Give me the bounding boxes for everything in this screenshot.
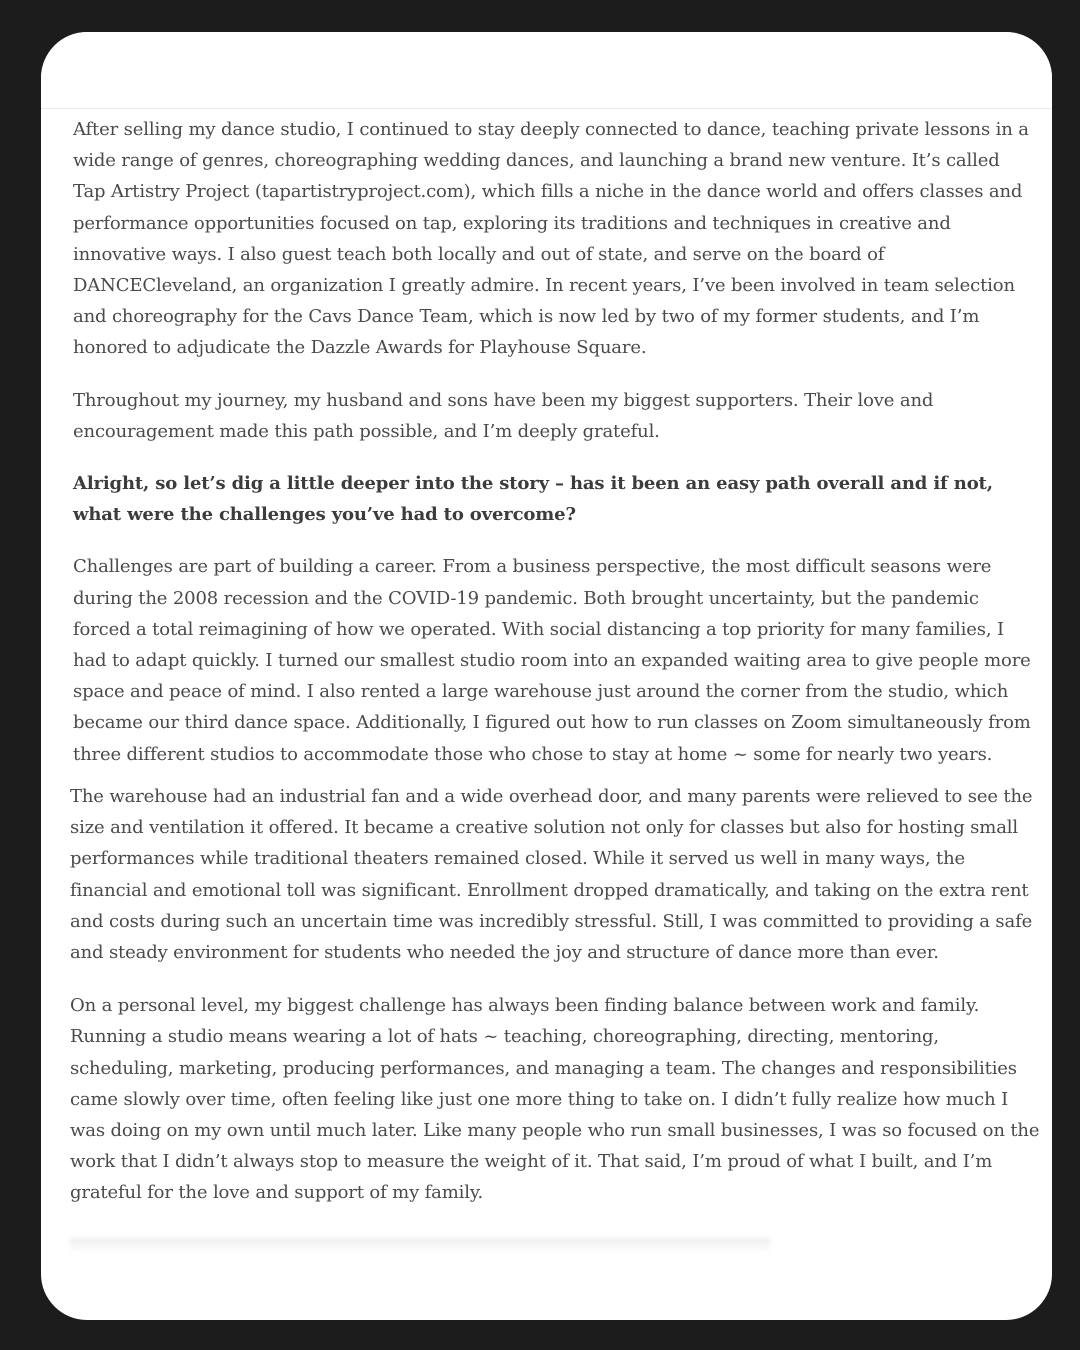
faded-next-line — [70, 1238, 770, 1252]
article-card — [41, 32, 1052, 1320]
paragraph-tap-artistry: After selling my dance studio, I continued to stay deeply connected to dance, teaching private lessons in a wide range of genres, choreographing wedding dances, and launching a brand new venture. It’s called Tap Artistry Project (tapartistryproject.com), which fills a niche in the dance world and offers classes and performance opportunities focused on tap, exploring its traditions and techniques in creative and innovative ways. I also guest teach both locally and out of state, and serve on the board of DANCECleveland, an organization I greatly admire. In recent years, I’ve been involved in team selection and choreography for the Cavs Dance Team, which is now led by two of my former students, and I’m honored to adjudicate the Dazzle Awards for Playhouse Square. — [73, 119, 1029, 359]
interview-answer: Challenges are part of building a career. From a business perspective, the most difficult seasons were during the 2008 recession and the COVID-19 pandemic. Both brought uncertainty, but the pandemic forced a total reimagining of how we operated. With social distancing a top priority for many families, I had to adapt quickly. I turned our smallest studio room into an expanded waiting area to give people more space and peace of mind. I also rented a large warehouse just around the corner from the studio, which became our third dance space. Additionally, I figured out how to run classes on Zoom simultaneously from three different studios to accommodate those who chose to stay at home ~ some for nearly two years. — [73, 556, 1031, 765]
qa-block — [73, 468, 1033, 770]
interview-question: Alright, so let’s dig a little deeper into the story – has it been an easy path overall and if not, what were the challenges you’ve had to overcome? — [73, 473, 993, 526]
article-upper-section — [73, 114, 1033, 770]
paragraph-personal-level: On a personal level, my biggest challenge has always been finding balance between work and family. Running a studio means wearing a lot of hats ~ teaching, choreographing, directing, mentoring, scheduling, marketing, producing performances, and managing a team. The changes and responsibilities came slowly over time, often feeling like just one more thing to take on. I didn’t fully realize how much I was doing on my own until much later. Like many people who run small businesses, I was so focused on the work that I didn’t always stop to measure the weight of it. That said, I’m proud of what I built, and I’m grateful for the love and support of my family. — [70, 995, 1040, 1204]
article-lower-section — [70, 781, 1040, 1209]
header-bar — [41, 32, 1052, 109]
paragraph-family-support: Throughout my journey, my husband and sons have been my biggest supporters. Their love and encouragement made this path possible, and I’m deeply grateful. — [73, 389, 934, 442]
paragraph-warehouse: The warehouse had an industrial fan and a wide overhead door, and many parents were relieved to see the size and ventilation it offered. It became a creative solution not only for classes but also for hosting small performances while traditional theaters remained closed. While it served us well in many ways, the financial and emotional toll was significant. Enrollment dropped dramatically, and taking on the extra rent and costs during such an uncertain time was incredibly stressful. Still, I was committed to providing a safe and steady environment for students who needed the joy and structure of dance more than ever. — [70, 786, 1033, 964]
